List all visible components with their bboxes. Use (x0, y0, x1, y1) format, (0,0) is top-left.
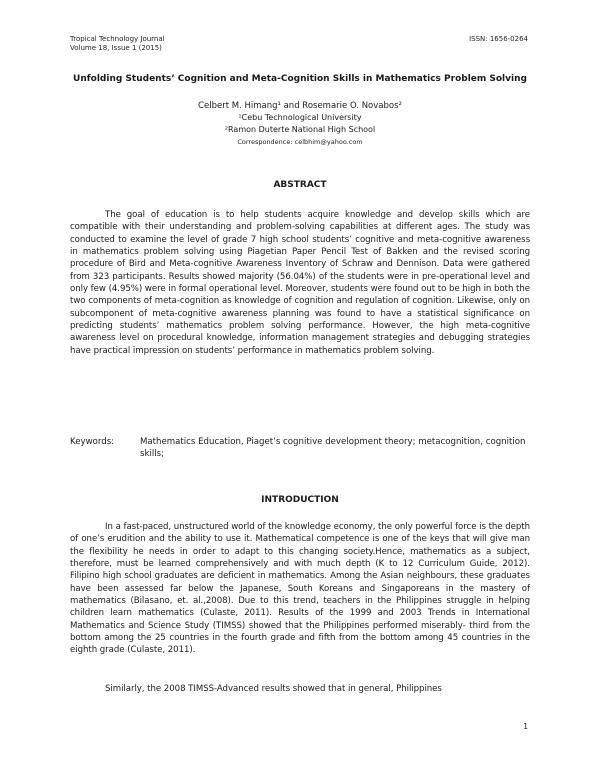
introduction-heading: INTRODUCTION (261, 495, 339, 505)
author-line: Celbert M. Himang¹ and Rosemarie O. Novabos² (198, 101, 402, 111)
keywords-text: Mathematics Education, Piaget’s cognitive development theory; metacognition, cognition skills; (140, 437, 526, 460)
issn: ISSN: 1656-0264 (469, 35, 528, 43)
page-number: 1 (523, 722, 528, 731)
correspondence: Correspondence: celbhim@yahoo.com (237, 138, 363, 146)
journal-name: Tropical Technology Journal (70, 35, 165, 43)
paper-title: Unfolding Students’ Cognition and Meta-Cognition Skills in Mathematics Problem Solving (73, 74, 527, 84)
introduction-paragraph-2: Similarly, the 2008 TIMSS-Advanced results showed that in general, Philippines (105, 684, 442, 694)
keywords-label: Keywords: (70, 437, 115, 447)
abstract-text: The goal of education is to help students acquire knowledge and develop skills which are compatible with their understanding and problem-solving capabilities at different ages. The study was conducted to examine the level of grade 7 high school students’ cognitive and meta-cognitive awareness in mathematics problem solving using Piagetian Paper Pencil Test of Bakken and the revised scoring procedure of Bird and Meta-cognitive Awareness Inventory of Schraw and Dennison. Data were gathered from 323 participants. Results showed majority (56.04%) of the students were in pre-operational level and only few (4.95%) were in formal operational level. Moreover, students were found out to be high in both the two components of meta-cognition as knowledge of cognition and regulation of cognition. Likewise, only on subcomponent of meta-cognitive awareness planning was found to have a statistical significance on predicting students’ mathematics problem solving performance. However, the high meta-cognitive awareness level on procedural knowledge, information management strategies and debugging strategies have practical impression on students’ performance in mathematics problem solving. (70, 210, 530, 356)
affiliation-1: ¹Cebu Technological University (238, 113, 362, 122)
introduction-paragraph-1: In a fast-paced, unstructured world of the knowledge economy, the only powerful force is the depth of one’s erudition and the ability to use it. Mathematical competence is one of the keys that will give man the flexibility he needs in order to adapt to this changing society.Hence, mathematics as a subject, therefore, must be learned comprehensively and with much depth (K to 12 Curriculum Guide, 2012). Filipino high school graduates are deficient in mathematics. Among the Asian neighbours, these graduates have been assessed far below the Japanese, South Koreans and Singaporeans in the mastery of mathematics (Bilasano, et. al.,2008). Due to this trend, teachers in the Philippines struggle in helping children learn mathematics (Culaste, 2011). Results of the 1999 and 2003 Trends in International Mathematics and Science Study (TIMSS) showed that the Philippines performed miserably- third from the bottom among the 25 countries in the fourth grade and fifth from the bottom among 45 countries in the eighth grade (Culaste, 2011). (70, 522, 530, 656)
abstract-heading: ABSTRACT (273, 180, 327, 190)
journal-volume: Volume 18, Issue 1 (2015) (70, 44, 162, 52)
running-header (70, 35, 165, 53)
affiliation-2: ²Ramon Duterte National High School (224, 125, 376, 134)
